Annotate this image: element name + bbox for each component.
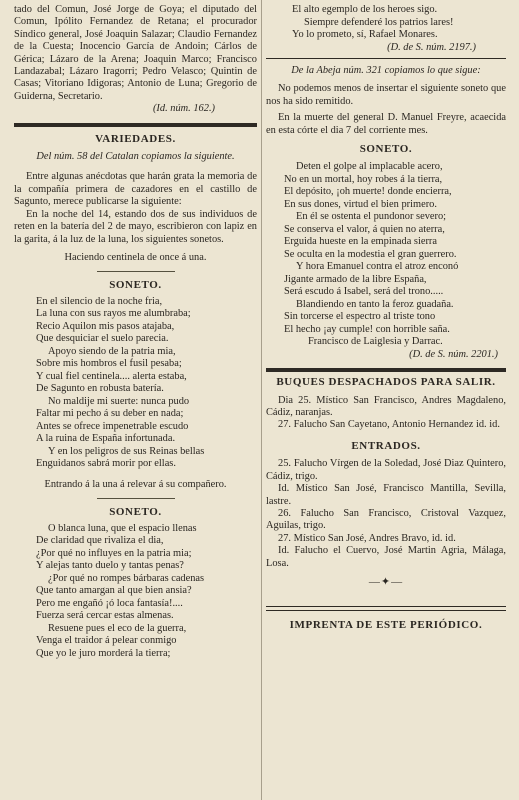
freyre-soneto-verses — [266, 161, 506, 349]
abeja-intro: De la Abeja núm. 321 copiamos lo que sigue: — [291, 64, 481, 76]
list-item: 27. Místico San José, Andres Bravo, id. id. — [278, 532, 456, 544]
rule — [266, 58, 506, 59]
verse-line: Erguida hueste en la empinada sierra — [284, 236, 438, 248]
soneto-author: Francisco de Laiglesia y Darrac. — [308, 336, 443, 348]
verse-line: Yo lo prometo, sí, Rafael Monares. — [292, 29, 438, 40]
list-item: Id. Místico San José, Francisco Mantilla, Sevilla, lastre. — [266, 483, 506, 507]
freyre-citation: (D. de S. núm. 2201.) — [409, 348, 498, 360]
verse-line: De claridad que rivaliza el dia, — [36, 535, 164, 547]
verse-line: Apoyo siendo de la patria mia, — [48, 345, 176, 357]
monares-verses — [266, 4, 506, 42]
catalan-intro: Del núm. 58 del Catalan copiamos la siguiente. — [36, 151, 235, 163]
monares-citation: (D. de S. núm. 2197.) — [387, 41, 476, 53]
right-column — [266, 4, 506, 800]
verse-line: Resuene pues el eco de la guerra, — [48, 622, 187, 634]
verse-line: A la ruina de España infortunada. — [36, 433, 176, 445]
entrando-caption: Entrando á la una á relevar á su compañero. — [44, 478, 227, 490]
verse-line: Faltar mi pecho á su deber en nada; — [36, 408, 184, 420]
section-rule — [14, 123, 257, 127]
verse-line: El hecho ¡ay cumple! con horrible saña. — [284, 323, 450, 335]
verse-line: En sus dones, virtud el bien primero. — [284, 198, 437, 210]
verse-line: Que yo le juro morderá la tierra; — [36, 647, 171, 659]
buques-heading: BUQUES DESPACHADOS PARA SALIR. — [276, 376, 496, 389]
list-item: 25. Falucho Vírgen de la Soledad, José Diaz Quintero, Cádiz, trigo. — [266, 458, 506, 482]
ornament-icon: ―✦― — [368, 575, 404, 588]
verse-line: Y hora Emanuel contra el atroz enconó — [296, 261, 459, 273]
signatories-citation: (Id. núm. 162.) — [152, 103, 215, 115]
verse-line: Se oculta en la modestia el gran guerrero. — [284, 248, 457, 260]
verse-line: La luna con sus rayos me alumbraba; — [36, 308, 191, 320]
soneto2-title: SONETO. — [109, 506, 162, 519]
verse-line: ¿Por qué no influyes en la patria mia; — [36, 547, 192, 559]
freyre-soneto-title: SONETO. — [359, 142, 413, 155]
verse-line: Que tanto amargan al que bien ansia? — [36, 585, 192, 597]
soneto2-verses — [14, 523, 257, 661]
verse-line: Venga el traidor á pelear conmigo — [36, 635, 177, 647]
list-item: 26. Falucho San Francisco, Cristoval Vazquez, Aguilas, trigo. — [266, 507, 506, 532]
verse-line: Antes se ofrece impenetrable escudo — [36, 420, 189, 432]
abeja-paragraph: No podemos menos de insertar el siguiente soneto que nos ha sido remitido. — [266, 83, 506, 107]
verse-line: Enguidanos sabrá morir por ellas. — [36, 458, 176, 470]
verse-line: Siempre defenderé los patrios lares! — [304, 16, 454, 28]
verse-line: El depósito, ¡oh muerte! donde encierra, — [284, 186, 452, 198]
signatories-text: tado del Comun, José Jorge de Goya; el diputado del Comun, Ipólito Fernandez de Retana; el procurador Síndico general, José Joaquin Salazar; Claudio Fernandez de la Cuesta; Inocencio García de Andoin; Cárlos de Gérica; Lázaro de la Arena; Joaquin Marco; Francisco Landazabal; Lázaro Iragorri; Pedro Velasco; Quintin de Casas; Vitoriano Idigoras; Antonio de Luna; Gregorio de Guiderna, Secretario. — [14, 4, 257, 102]
verse-line: O blanca luna, que el espacio llenas — [48, 522, 197, 534]
verse-line: Recio Aquilon mis pasos atajaba, — [36, 320, 175, 332]
entrados-list — [266, 458, 506, 570]
verse-line: ¿Por qué no rompes bárbaras cadenas — [48, 572, 205, 584]
verse-line: Será escudo á Isabel, será del trono..... — [284, 286, 444, 298]
anecdote-paragraph: Entre algunas anécdotas que harán grata la memoria de la compañía primera de cazadores en el castillo de Sagunto, merece publicarse la siguiente: — [14, 171, 257, 208]
verse-line: Y en los peligros de sus Reinas bellas — [48, 445, 205, 457]
verse-line: Sobre mis hombros el fusil pesaba; — [36, 358, 182, 370]
verse-line: De Sagunto en robusta batería. — [36, 383, 164, 395]
verse-line: Deten el golpe al implacable acero, — [296, 161, 443, 173]
verse-line: Sin torcerse el espectro al triste tono — [284, 311, 436, 323]
freyre-paragraph: En la muerte del general D. Manuel Freyre, acaecida en esta córte el dia 7 del corriente mes. — [266, 112, 506, 136]
imprenta-footer: IMPRENTA DE ESTE PERIÓDICO. — [289, 619, 483, 632]
night-paragraph: En la noche del 14, estando dos de sus individuos de reten en la batería del 2 de mayo, escribieron con lapiz en la garita, á la luz de la luna, los siguientes sonetos. — [14, 208, 257, 245]
variedades-heading: VARIEDADES. — [95, 132, 176, 145]
buques-list — [266, 395, 506, 432]
verse-line: En el silencio de la noche fria, — [36, 295, 163, 307]
rule — [266, 610, 506, 611]
verse-line: En él se ostenta el pundonor severo; — [296, 211, 447, 223]
short-rule — [97, 498, 175, 499]
verse-line: No maldije mi suerte: nunca pudo — [48, 395, 190, 407]
verse-line: Pero me engañó ¡ó loca fantasía!.... — [36, 597, 183, 609]
centinela-caption: Haciendo centinela de once á una. — [64, 251, 207, 263]
verse-line: Fuerza será cercar estas almenas. — [36, 610, 174, 622]
left-column — [14, 4, 257, 800]
soneto1-verses — [14, 296, 257, 471]
soneto1-title: SONETO. — [109, 279, 162, 292]
verse-line: Y alejas tanto duelo y tantas penas? — [36, 560, 184, 572]
list-item: Dia 25. Místico San Francisco, Andres Magdaleno, Cádiz, naranjas. — [266, 394, 506, 419]
verse-line: Jigante armado de la libre España, — [284, 273, 427, 285]
verse-line: Que desquiciar el suelo parecia. — [36, 333, 169, 345]
entrados-heading: ENTRADOS. — [351, 439, 421, 452]
rule — [266, 606, 506, 607]
verse-line: Blandiendo en tanto la feroz guadaña. — [296, 298, 454, 310]
verse-line: Y cual fiel centinela.... alerta estaba, — [36, 370, 187, 382]
verse-line: Se conserva el valor, á quien no aterra, — [284, 223, 445, 235]
list-item: Id. Falucho el Cuervo, José Martin Agria, Málaga, Losa. — [266, 545, 506, 569]
list-item: 27. Falucho San Cayetano, Antonio Hernandez id. id. — [278, 419, 500, 431]
verse-line: No en un mortal, hoy robes á la tierra, — [284, 173, 443, 185]
short-rule — [97, 271, 175, 272]
verse-line: El alto egemplo de los heroes sigo. — [292, 4, 438, 15]
column-divider — [261, 0, 262, 800]
section-rule — [266, 368, 506, 372]
